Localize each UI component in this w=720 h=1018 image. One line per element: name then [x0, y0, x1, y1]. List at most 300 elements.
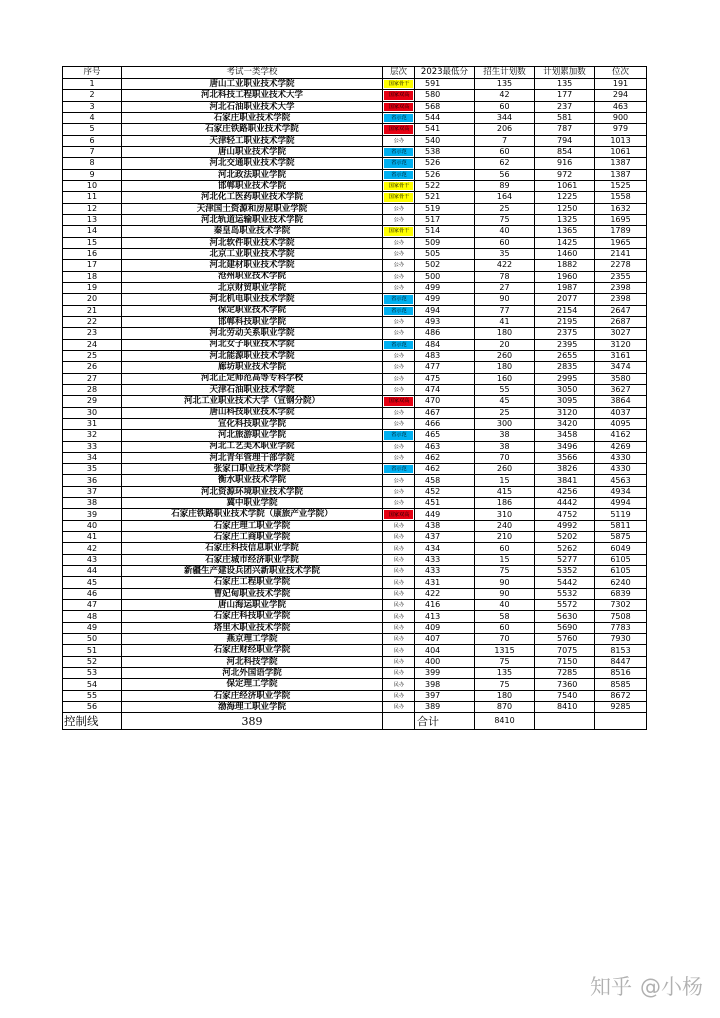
table-row — [63, 532, 647, 543]
plan-count: 415 — [475, 487, 535, 498]
min-score-2023: 499 — [415, 283, 475, 294]
table-row — [63, 577, 647, 588]
plan-cumulative: 3050 — [535, 385, 595, 396]
level-label: 民办 — [393, 602, 404, 608]
row-number: 20 — [63, 294, 122, 305]
level-label: 公办 — [393, 500, 404, 506]
row-number: 3 — [63, 102, 122, 113]
rank: 2398 — [595, 283, 647, 294]
level-cell — [383, 136, 415, 147]
plan-count: 180 — [475, 362, 535, 373]
row-number: 49 — [63, 623, 122, 634]
table-footer-row — [63, 713, 647, 730]
plan-count: 25 — [475, 408, 535, 419]
row-number: 35 — [63, 464, 122, 475]
plan-count: 40 — [475, 600, 535, 611]
level-label: 国家双高 — [388, 398, 409, 404]
min-score-2023: 580 — [415, 90, 475, 101]
plan-cumulative: 5690 — [535, 623, 595, 634]
level-label: 公办 — [393, 273, 404, 280]
table-row — [63, 702, 647, 713]
level-label: 民办 — [393, 704, 404, 710]
school-name: 河北旅游职业学院 — [122, 430, 383, 441]
watermark — [590, 976, 703, 999]
level-label: 公办 — [393, 477, 404, 484]
row-number: 33 — [63, 442, 122, 453]
min-score-2023: 477 — [415, 362, 475, 373]
plan-count: 90 — [475, 589, 535, 600]
plan-count: 90 — [475, 577, 535, 588]
level-label: 国家双高 — [388, 103, 409, 110]
school-name: 河北化工医药职业技术学院 — [122, 192, 383, 203]
level-label: 公办 — [393, 443, 404, 450]
plan-count: 60 — [475, 147, 535, 158]
row-number: 7 — [63, 147, 122, 158]
row-number: 55 — [63, 691, 122, 702]
level-label: 民办 — [393, 624, 404, 631]
school-name: 河北软件职业技术学院 — [122, 238, 383, 249]
table-row — [63, 306, 647, 317]
plan-count: 186 — [475, 498, 535, 509]
row-number: 51 — [63, 645, 122, 656]
table-row — [63, 498, 647, 509]
row-number: 40 — [63, 521, 122, 532]
min-score-2023: 502 — [415, 260, 475, 271]
plan-count: 38 — [475, 430, 535, 441]
row-number: 48 — [63, 611, 122, 622]
plan-count: 25 — [475, 204, 535, 215]
table-row — [63, 475, 647, 486]
level-cell — [383, 351, 415, 362]
row-number: 25 — [63, 351, 122, 362]
level-label: 公办 — [393, 284, 404, 291]
level-label: 民办 — [393, 556, 404, 563]
min-score-2023: 389 — [415, 702, 475, 713]
level-cell — [383, 113, 415, 124]
plan-cumulative: 916 — [535, 158, 595, 169]
level-cell — [383, 577, 415, 588]
admission-table — [62, 66, 647, 730]
min-score-2023: 517 — [415, 215, 475, 226]
table-row — [63, 408, 647, 419]
row-number: 34 — [63, 453, 122, 464]
table-row — [63, 566, 647, 577]
min-score-2023: 486 — [415, 328, 475, 339]
row-number: 27 — [63, 374, 122, 385]
row-number: 31 — [63, 419, 122, 430]
level-cell — [383, 475, 415, 486]
level-cell — [383, 442, 415, 453]
level-cell — [383, 340, 415, 351]
min-score-2023: 522 — [415, 181, 475, 192]
min-score-2023: 526 — [415, 158, 475, 169]
row-number: 21 — [63, 306, 122, 317]
plan-cumulative: 972 — [535, 170, 595, 181]
level-cell — [383, 170, 415, 181]
rank: 4934 — [595, 487, 647, 498]
level-cell — [383, 260, 415, 271]
row-number: 14 — [63, 226, 122, 237]
level-cell — [383, 668, 415, 679]
plan-count: 58 — [475, 611, 535, 622]
table-row — [63, 543, 647, 554]
rank: 6105 — [595, 566, 647, 577]
level-label: 民办 — [393, 579, 404, 586]
plan-count: 41 — [475, 317, 535, 328]
level-cell — [383, 555, 415, 566]
level-cell — [383, 702, 415, 713]
plan-count: 45 — [475, 396, 535, 407]
row-number: 24 — [63, 340, 122, 351]
plan-cumulative: 5760 — [535, 634, 595, 645]
min-score-2023: 433 — [415, 555, 475, 566]
plan-cumulative: 7285 — [535, 668, 595, 679]
level-cell — [383, 509, 415, 520]
row-number: 45 — [63, 577, 122, 588]
row-number: 10 — [63, 181, 122, 192]
rank: 1061 — [595, 147, 647, 158]
plan-count: 42 — [475, 90, 535, 101]
level-cell — [383, 634, 415, 645]
level-label: 国家双高 — [388, 511, 409, 518]
row-number: 12 — [63, 204, 122, 215]
level-label: 省示范 — [390, 341, 407, 348]
level-label: 公办 — [393, 386, 404, 393]
rank: 8585 — [595, 679, 647, 690]
rank: 1525 — [595, 181, 647, 192]
level-cell — [383, 566, 415, 577]
rank: 1387 — [595, 170, 647, 181]
min-score-2023: 500 — [415, 272, 475, 283]
table-row — [63, 611, 647, 622]
school-name: 河北青年管理干部学院 — [122, 453, 383, 464]
min-score-2023: 474 — [415, 385, 475, 396]
table-row — [63, 328, 647, 339]
level-cell — [383, 611, 415, 622]
plan-cumulative: 2995 — [535, 374, 595, 385]
row-number: 36 — [63, 475, 122, 486]
school-name: 河北政法职业学院 — [122, 170, 383, 181]
min-score-2023: 538 — [415, 147, 475, 158]
rank: 1013 — [595, 136, 647, 147]
level-label: 公办 — [393, 250, 404, 257]
table-row — [63, 147, 647, 158]
table-row — [63, 136, 647, 147]
school-name: 河北正定师范高等专科学校 — [122, 374, 383, 385]
plan-cumulative: 5442 — [535, 577, 595, 588]
min-score-2023: 544 — [415, 113, 475, 124]
school-name: 张家口职业技术学院 — [122, 464, 383, 475]
table-row — [63, 124, 647, 135]
table-header-row — [63, 67, 647, 79]
level-label: 省示范 — [390, 466, 407, 472]
table-row — [63, 589, 647, 600]
rank: 3474 — [595, 362, 647, 373]
row-number: 42 — [63, 543, 122, 554]
row-number: 37 — [63, 487, 122, 498]
table-row — [63, 90, 647, 101]
plan-cumulative: 1425 — [535, 238, 595, 249]
row-number: 6 — [63, 136, 122, 147]
school-name: 新疆生产建设兵团兴新职业技术学院 — [122, 566, 383, 577]
level-label: 民办 — [393, 636, 404, 642]
table-row — [63, 419, 647, 430]
level-label: 民办 — [393, 670, 404, 676]
plan-cumulative: 8410 — [535, 702, 595, 713]
table-row — [63, 283, 647, 294]
plan-count: 870 — [475, 702, 535, 713]
level-cell — [383, 408, 415, 419]
plan-cumulative: 7150 — [535, 657, 595, 668]
table-row — [63, 623, 647, 634]
min-score-2023: 462 — [415, 464, 475, 475]
table-row — [63, 600, 647, 611]
rank: 5811 — [595, 521, 647, 532]
table-row — [63, 158, 647, 169]
plan-cumulative: 3841 — [535, 475, 595, 486]
table-row — [63, 555, 647, 566]
school-name: 河北建材职业技术学院 — [122, 260, 383, 271]
plan-cumulative: 237 — [535, 102, 595, 113]
plan-cumulative: 3095 — [535, 396, 595, 407]
min-score-2023: 591 — [415, 79, 475, 90]
school-name: 唐山科技职业技术学院 — [122, 408, 383, 419]
rank: 8447 — [595, 657, 647, 668]
level-cell — [383, 362, 415, 373]
level-cell — [383, 272, 415, 283]
min-score-2023: 433 — [415, 566, 475, 577]
table-row — [63, 113, 647, 124]
level-cell — [383, 249, 415, 260]
plan-count: 180 — [475, 691, 535, 702]
min-score-2023: 452 — [415, 487, 475, 498]
table-row — [63, 509, 647, 520]
school-name: 曹妃甸职业技术学院 — [122, 589, 383, 600]
plan-count: 62 — [475, 158, 535, 169]
min-score-2023: 526 — [415, 170, 475, 181]
plan-count: 310 — [475, 509, 535, 520]
plan-count: 260 — [475, 351, 535, 362]
level-label: 民办 — [393, 647, 404, 654]
plan-count: 20 — [475, 340, 535, 351]
rank: 3161 — [595, 351, 647, 362]
rank: 4269 — [595, 442, 647, 453]
level-cell — [383, 532, 415, 543]
plan-cumulative: 4752 — [535, 509, 595, 520]
level-cell — [383, 181, 415, 192]
level-label: 民办 — [393, 545, 404, 552]
row-number: 1 — [63, 79, 122, 90]
plan-cumulative: 5202 — [535, 532, 595, 543]
school-name: 廊坊职业技术学院 — [122, 362, 383, 373]
control-line-score: 389 — [122, 713, 383, 730]
level-cell — [383, 306, 415, 317]
rank: 8672 — [595, 691, 647, 702]
rank: 6049 — [595, 543, 647, 554]
table-row — [63, 226, 647, 237]
level-cell — [383, 487, 415, 498]
plan-cumulative: 177 — [535, 90, 595, 101]
min-score-2023: 462 — [415, 453, 475, 464]
header-level: 层次 — [383, 67, 415, 79]
table-row — [63, 453, 647, 464]
school-name: 河北外国语学院 — [122, 668, 383, 679]
table-row — [63, 645, 647, 656]
min-score-2023: 431 — [415, 577, 475, 588]
level-cell — [383, 453, 415, 464]
level-cell — [383, 419, 415, 430]
min-score-2023: 509 — [415, 238, 475, 249]
level-label: 公办 — [393, 318, 404, 325]
plan-cumulative: 2154 — [535, 306, 595, 317]
plan-count: 38 — [475, 442, 535, 453]
plan-count: 344 — [475, 113, 535, 124]
plan-cumulative: 5277 — [535, 555, 595, 566]
min-score-2023: 397 — [415, 691, 475, 702]
table-row — [63, 317, 647, 328]
level-label: 民办 — [393, 681, 404, 688]
min-score-2023: 399 — [415, 668, 475, 679]
total-plan-count: 8410 — [475, 713, 535, 730]
school-name: 唐山工业职业技术学院 — [122, 79, 383, 90]
plan-count: 55 — [475, 385, 535, 396]
plan-count: 77 — [475, 306, 535, 317]
plan-cumulative: 787 — [535, 124, 595, 135]
rank: 9285 — [595, 702, 647, 713]
plan-count: 15 — [475, 555, 535, 566]
plan-count: 27 — [475, 283, 535, 294]
school-name: 塔里木职业技术学院 — [122, 623, 383, 634]
level-label: 民办 — [393, 613, 404, 620]
table-row — [63, 238, 647, 249]
min-score-2023: 568 — [415, 102, 475, 113]
level-label: 省示范 — [390, 160, 407, 167]
row-number: 13 — [63, 215, 122, 226]
table-row — [63, 464, 647, 475]
row-number: 15 — [63, 238, 122, 249]
table-row — [63, 351, 647, 362]
min-score-2023: 437 — [415, 532, 475, 543]
rank: 1632 — [595, 204, 647, 215]
row-number: 5 — [63, 124, 122, 135]
school-name: 石家庄铁路职业技术学院（康旅产业学院） — [122, 509, 383, 520]
plan-count: 206 — [475, 124, 535, 135]
plan-count: 1315 — [475, 645, 535, 656]
plan-count: 75 — [475, 566, 535, 577]
school-name: 燕京理工学院 — [122, 634, 383, 645]
level-label: 民办 — [393, 534, 404, 540]
table-row — [63, 657, 647, 668]
level-label: 国家骨干 — [388, 228, 409, 235]
level-label: 公办 — [393, 409, 404, 416]
row-number: 47 — [63, 600, 122, 611]
school-name: 北京工业职业技术学院 — [122, 249, 383, 260]
row-number: 41 — [63, 532, 122, 543]
plan-cumulative: 5630 — [535, 611, 595, 622]
level-label: 国家双高 — [388, 92, 409, 99]
school-name: 衡水职业技术学院 — [122, 475, 383, 486]
level-label: 公办 — [393, 454, 404, 461]
plan-cumulative: 1882 — [535, 260, 595, 271]
level-label: 省示范 — [390, 432, 407, 438]
min-score-2023: 416 — [415, 600, 475, 611]
min-score-2023: 438 — [415, 521, 475, 532]
plan-count: 75 — [475, 679, 535, 690]
table-row — [63, 691, 647, 702]
school-name: 河北机电职业技术学院 — [122, 294, 383, 305]
header-min-score-2023: 2023最低分 — [415, 67, 475, 79]
level-label: 国家骨干 — [388, 194, 409, 201]
row-number: 53 — [63, 668, 122, 679]
table-row — [63, 294, 647, 305]
table-row — [63, 204, 647, 215]
table-row — [63, 192, 647, 203]
level-label: 公办 — [393, 488, 404, 495]
table-row — [63, 374, 647, 385]
level-cell — [383, 283, 415, 294]
min-score-2023: 449 — [415, 509, 475, 520]
level-label: 省示范 — [390, 307, 407, 314]
school-name: 石家庄经济职业学院 — [122, 691, 383, 702]
min-score-2023: 404 — [415, 645, 475, 656]
min-score-2023: 514 — [415, 226, 475, 237]
level-cell — [383, 238, 415, 249]
school-name: 石家庄科技职业学院 — [122, 611, 383, 622]
plan-count: 60 — [475, 102, 535, 113]
rank: 5119 — [595, 509, 647, 520]
plan-cumulative: 581 — [535, 113, 595, 124]
min-score-2023: 540 — [415, 136, 475, 147]
plan-count: 135 — [475, 668, 535, 679]
plan-count: 90 — [475, 294, 535, 305]
school-name: 河北轨道运输职业技术学院 — [122, 215, 383, 226]
min-score-2023: 407 — [415, 634, 475, 645]
plan-cumulative: 2375 — [535, 328, 595, 339]
school-name: 石家庄铁路职业技术学院 — [122, 124, 383, 135]
table-row — [63, 679, 647, 690]
total-label: 合计 — [415, 713, 475, 730]
plan-count: 75 — [475, 657, 535, 668]
plan-cumulative: 3496 — [535, 442, 595, 453]
rank: 7783 — [595, 623, 647, 634]
min-score-2023: 458 — [415, 475, 475, 486]
header-serial-number: 序号 — [63, 67, 122, 79]
plan-count: 300 — [475, 419, 535, 430]
plan-cumulative: 2835 — [535, 362, 595, 373]
plan-count: 60 — [475, 238, 535, 249]
plan-cumulative: 2195 — [535, 317, 595, 328]
level-cell — [383, 124, 415, 135]
min-score-2023: 400 — [415, 657, 475, 668]
table-row — [63, 260, 647, 271]
level-label: 民办 — [393, 692, 404, 699]
level-cell — [383, 657, 415, 668]
plan-count: 164 — [475, 192, 535, 203]
plan-cumulative: 7540 — [535, 691, 595, 702]
watermark-brand: 知乎 — [590, 975, 632, 999]
rank: 8153 — [595, 645, 647, 656]
school-name: 石家庄理工职业学院 — [122, 521, 383, 532]
level-cell — [383, 192, 415, 203]
rank: 3120 — [595, 340, 647, 351]
rank: 463 — [595, 102, 647, 113]
plan-count: 210 — [475, 532, 535, 543]
table-row — [63, 430, 647, 441]
row-number: 19 — [63, 283, 122, 294]
table-row — [63, 396, 647, 407]
rank: 3864 — [595, 396, 647, 407]
school-name: 北京财贸职业学院 — [122, 283, 383, 294]
